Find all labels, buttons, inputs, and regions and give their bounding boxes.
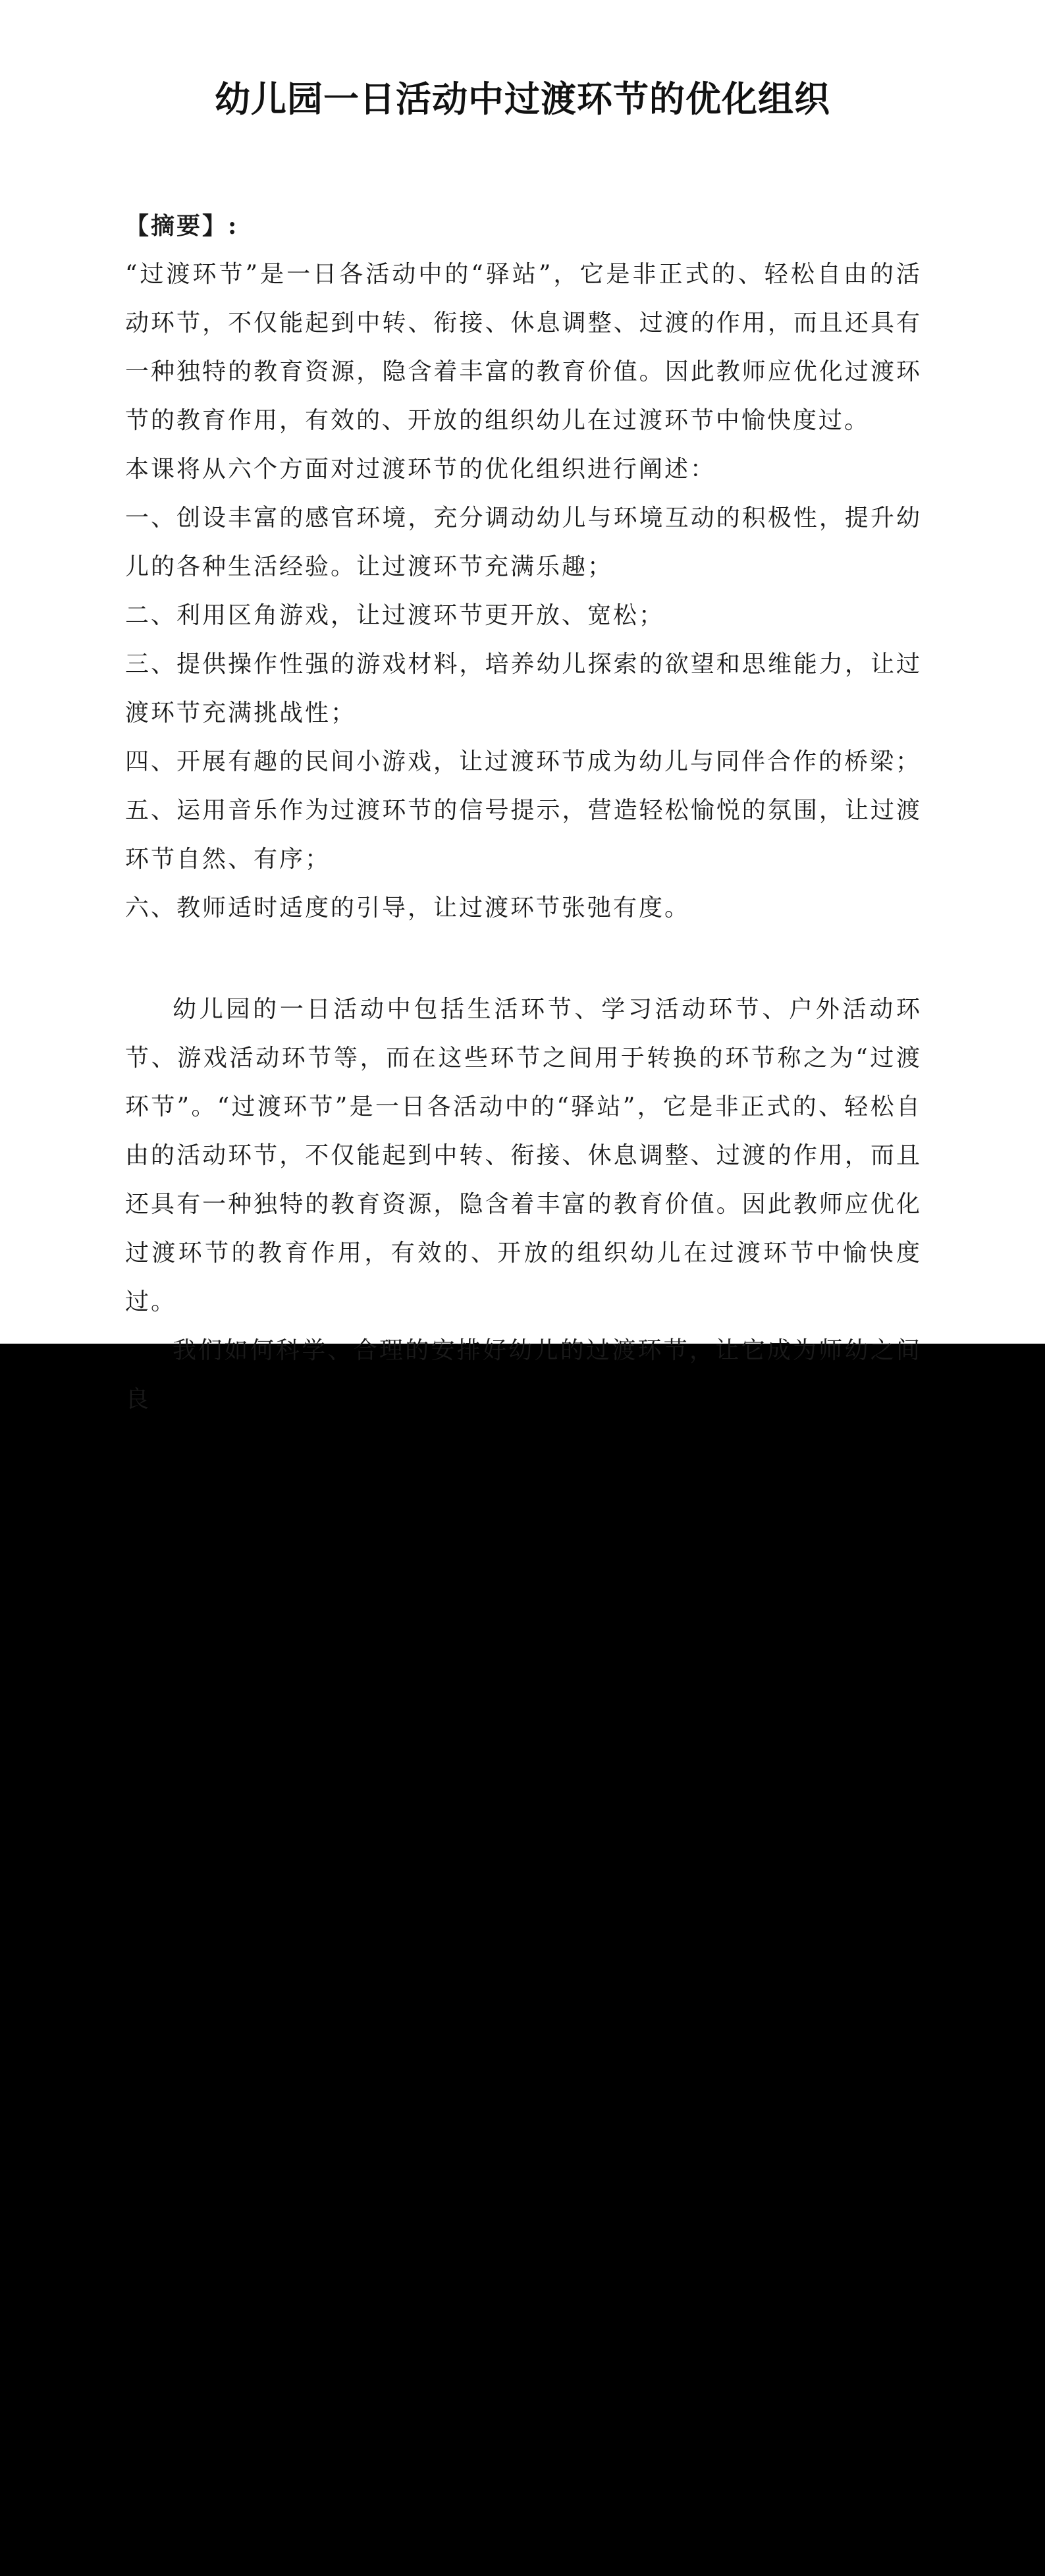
abstract-list-item: 六、教师适时适度的引导，让过渡环节张弛有度。 bbox=[125, 894, 691, 921]
body-paragraph: 幼儿园的一日活动中包括生活环节、学习活动环节、户外活动环节、游戏活动环节等，而在这些环节之间用于转换的环节称之为“过渡环节”。“过渡环节”是一日各活动中的“驿站”，它是非正式的、轻松自由的活动环节，不仅能起到中转、衔接、休息调整、过渡的作用，而且还具有一种独特的教育资源，隐含着丰富的教育价值。因此教师应优化过渡环节的教育作用，有效的、开放的组织幼儿在过渡环节中愉快度过。 bbox=[125, 996, 922, 1315]
abstract-heading: 【摘要】: bbox=[125, 212, 239, 240]
abstract-section bbox=[125, 202, 922, 933]
abstract-list-item: 四、开展有趣的民间小游戏，让过渡环节成为幼儿与同伴合作的桥梁； bbox=[125, 748, 922, 775]
abstract-list-item: 三、提供操作性强的游戏材料，培养幼儿探索的欲望和思维能力，让过渡环节充满挑战性； bbox=[125, 651, 922, 726]
document-title: 幼儿园一日活动中过渡环节的优化组织 bbox=[215, 78, 830, 120]
abstract-list-item: 五、运用音乐作为过渡环节的信号提示，营造轻松愉悦的氛围，让过渡环节自然、有序； bbox=[125, 797, 922, 873]
body-paragraph: 我们如何科学、合理的安排好幼儿的过渡环节，让它成为师幼之间良 bbox=[125, 1337, 922, 1413]
abstract-list-item: 二、利用区角游戏，让过渡环节更开放、宽松； bbox=[125, 602, 665, 629]
abstract-paragraph: “过渡环节”是一日各活动中的“驿站”，它是非正式的、轻松自由的活动环节，不仅能起到中转、衔接、休息调整、过渡的作用，而且还具有一种独特的教育资源，隐含着丰富的教育价值。因此教师应优化过渡环节的教育作用，有效的、开放的组织幼儿在过渡环节中愉快度过。 bbox=[125, 261, 922, 434]
main-body-section bbox=[125, 985, 922, 1413]
abstract-list-item: 一、创设丰富的感官环境，充分调动幼儿与环境互动的积极性，提升幼儿的各种生活经验。让过渡环节充满乐趣； bbox=[125, 505, 922, 580]
abstract-paragraph: 本课将从六个方面对过渡环节的优化组织进行阐述： bbox=[125, 456, 716, 483]
